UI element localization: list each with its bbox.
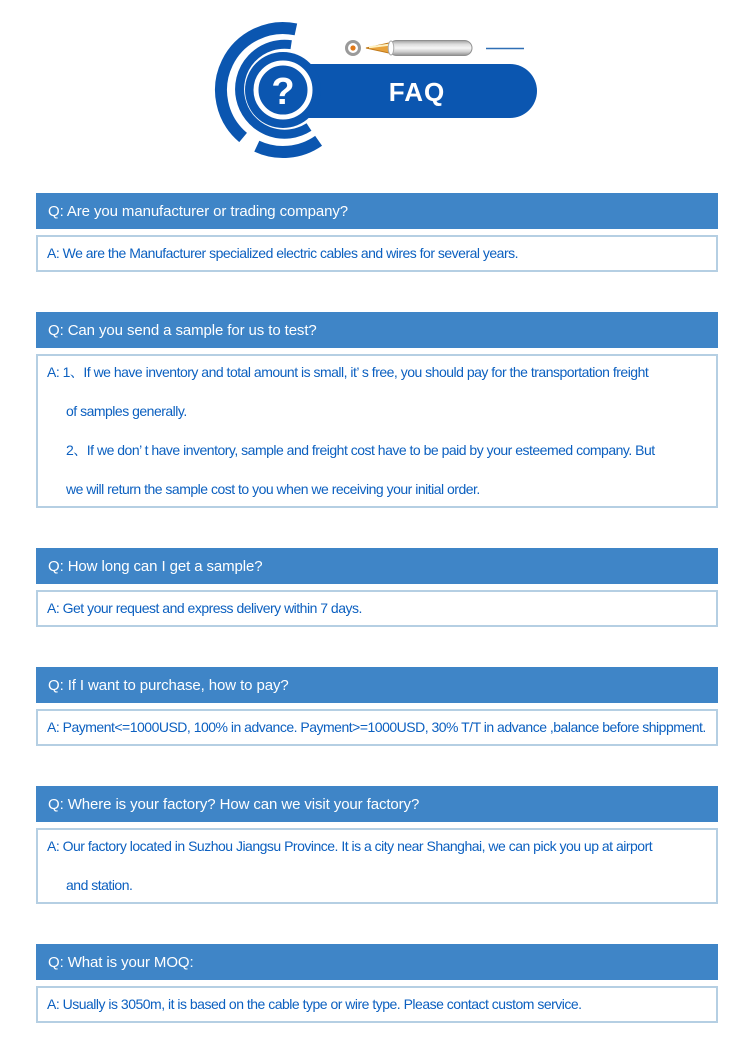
faq-header [0,0,750,160]
faq-item [36,786,718,904]
answer-box [36,354,718,508]
cable-icon [347,41,473,56]
question-bar [36,193,718,229]
answer-line: A: 1、If we have inventory and total amount is small, it’ s free, you should pay for the transportation freight [47,364,649,380]
question-bar [36,944,718,980]
answer-line: 2、If we don’ t have inventory, sample and freight cost have to be paid by your esteemed company. But [66,442,655,458]
question-mark-glyph: ? [271,71,295,113]
faq-item [36,944,718,1023]
question-bar [36,312,718,348]
question-text: Q: What is your MOQ: [48,953,194,971]
question-bar [36,667,718,703]
answer-line: A: Get your request and express delivery within 7 days. [47,600,362,616]
question-text: Q: If I want to purchase, how to pay? [48,676,289,694]
answer-line: of samples generally. [66,403,187,419]
answer-line: and station. [66,877,133,893]
answer-box [36,709,718,746]
answer-line: A: Our factory located in Suzhou Jiangsu Province. It is a city near Shanghai, we can pick you up at airport [47,838,653,854]
answer-line: we will return the sample cost to you when we receiving your initial order. [66,481,480,497]
answer-box [36,590,718,627]
question-bar [36,786,718,822]
cable-core-dot [350,45,355,50]
question-text: Q: How long can I get a sample? [48,557,263,575]
cable-body [389,41,472,56]
question-mark-icon [245,52,321,128]
question-text: Q: Are you manufacturer or trading company? [48,202,349,220]
faq-title: FAQ [388,77,446,107]
answer-box [36,986,718,1023]
answer-box [36,828,718,904]
answer-line: A: Payment<=1000USD, 100% in advance. Payment>=1000USD, 30% T/T in advance ,balance before shippment. [47,719,706,735]
faq-item [36,193,718,272]
question-text: Q: Can you send a sample for us to test? [48,321,317,339]
question-text: Q: Where is your factory? How can we visit your factory? [48,795,420,813]
faq-list [36,193,718,1023]
cable-end-face [388,41,394,55]
faq-item [36,667,718,746]
question-bar [36,548,718,584]
faq-item [36,312,718,508]
answer-line: A: We are the Manufacturer specialized electric cables and wires for several years. [47,245,519,261]
answer-box [36,235,718,272]
faq-header-graphic [0,0,750,160]
faq-item [36,548,718,627]
answer-line: A: Usually is 3050m, it is based on the cable type or wire type. Please contact custom service. [47,996,582,1012]
